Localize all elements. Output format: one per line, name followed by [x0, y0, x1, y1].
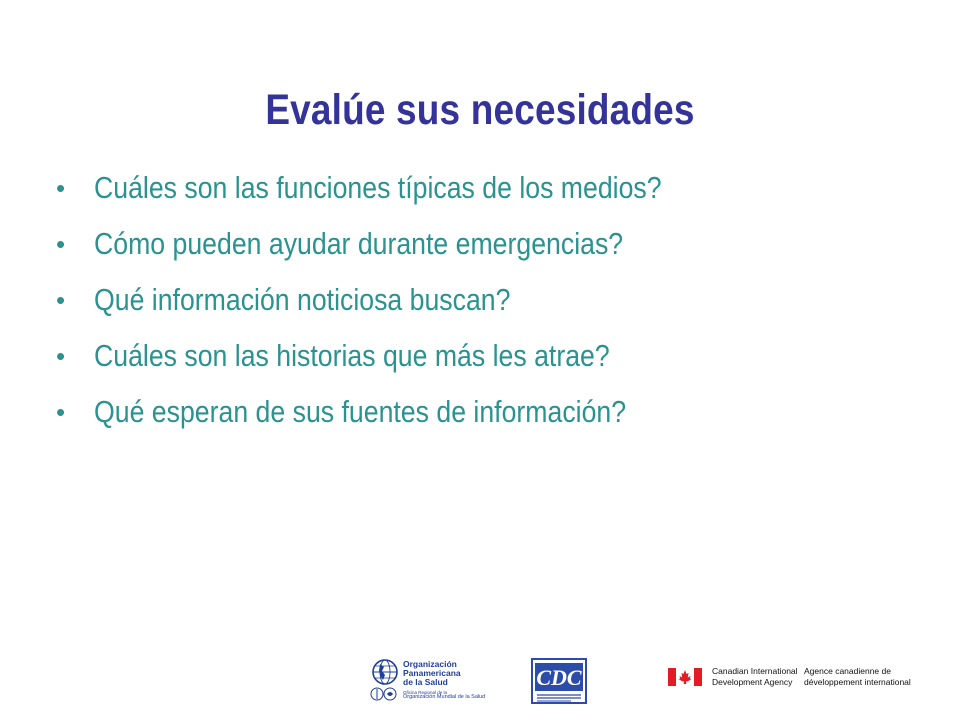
bullet-marker: • — [56, 285, 66, 315]
footer-logos — [0, 650, 960, 710]
bullet-text: Cuáles son las funciones típicas de los medios? — [94, 170, 662, 205]
bullet-text: Qué información noticiosa buscan? — [94, 282, 511, 317]
bullet-item — [56, 394, 916, 450]
paho-logo — [369, 658, 489, 704]
bullet-item — [56, 226, 916, 282]
bullet-text: Qué esperan de sus fuentes de información? — [94, 394, 627, 429]
bullet-text: Cómo pueden ayudar durante emergencias? — [94, 226, 624, 261]
svg-text:CDC: CDC — [536, 665, 582, 690]
paho-name: Organización Panamericana de la Salud — [403, 659, 461, 687]
bullet-marker: • — [56, 229, 66, 259]
canada-flag-icon — [668, 668, 702, 686]
cida-english-name: Canadian International Development Agency — [712, 666, 798, 687]
bullet-text: Cuáles son las historias que más les atrae? — [94, 338, 610, 373]
paho-subtitle: Oficina Regional de la Organización Mundial de la Salud — [403, 690, 486, 700]
slide-title: Evalúe sus necesidades — [265, 86, 695, 134]
bullet-marker: • — [56, 173, 66, 203]
bullet-marker: • — [56, 397, 66, 427]
bullet-item — [56, 170, 916, 226]
cida-logo — [668, 666, 928, 696]
cida-french-name: Agence canadienne de développement international — [804, 666, 911, 687]
bullet-list — [56, 170, 916, 450]
bullet-item — [56, 338, 916, 394]
cdc-logo-icon — [531, 658, 587, 704]
bullet-marker: • — [56, 341, 66, 371]
bullet-item — [56, 282, 916, 338]
paho-globe-icon — [369, 658, 401, 702]
